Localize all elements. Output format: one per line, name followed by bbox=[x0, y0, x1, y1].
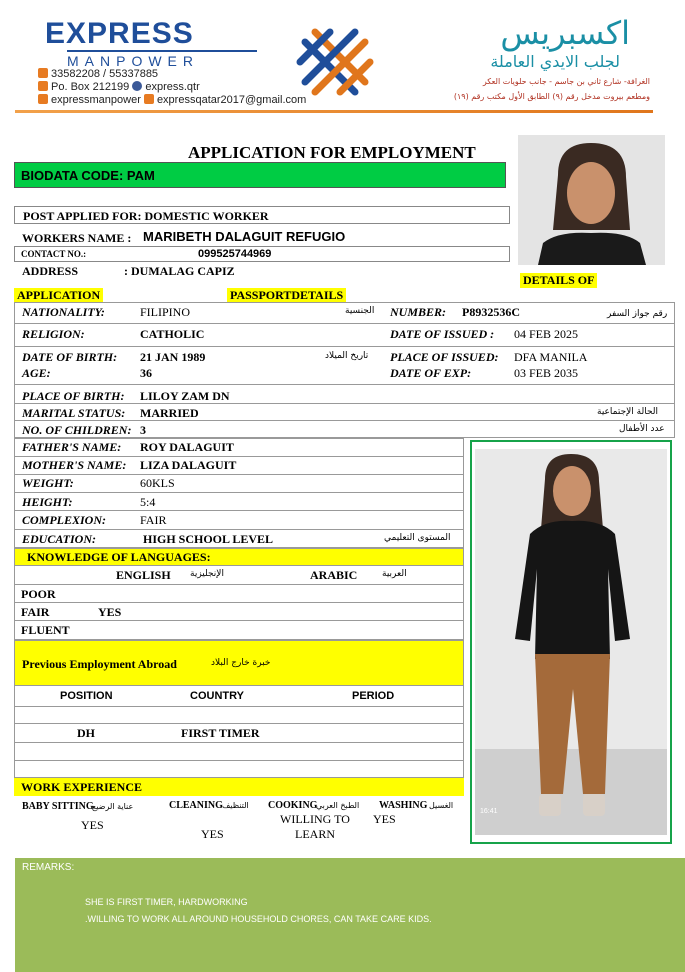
row-divider bbox=[14, 723, 464, 724]
instagram-icon bbox=[38, 94, 48, 104]
weight-value: 60KLS bbox=[140, 476, 175, 490]
row-divider bbox=[14, 584, 464, 585]
children-arabic: عدد الأطفال bbox=[619, 424, 665, 434]
col-country: COUNTRY bbox=[190, 690, 244, 702]
cleaning-label: CLEANING bbox=[169, 800, 223, 811]
row-divider bbox=[14, 620, 464, 621]
children-label: NO. OF CHILDREN: bbox=[22, 423, 132, 437]
languages-heading-bar bbox=[14, 548, 464, 566]
address-value: : DUMALAG CAPIZ bbox=[124, 264, 235, 278]
header-divider bbox=[15, 110, 653, 113]
dob-arabic: تاريخ الميلاد bbox=[325, 351, 369, 361]
pobox-line bbox=[38, 81, 200, 93]
education-arabic: المستوى التعليمي bbox=[384, 533, 451, 543]
remarks-box bbox=[15, 858, 685, 972]
washing-label: WASHING bbox=[379, 800, 428, 811]
weight-label: WEIGHT: bbox=[22, 476, 74, 490]
education-label: EDUCATION: bbox=[22, 532, 97, 546]
biodata-bar bbox=[14, 162, 506, 188]
dob-value: 21 JAN 1989 bbox=[140, 350, 206, 364]
col-period: PERIOD bbox=[352, 690, 395, 702]
photo-timestamp: 16:41 bbox=[480, 808, 498, 815]
brand-name: EXPRESS bbox=[45, 17, 194, 50]
baby-sitting-arabic: عناية الرضيع bbox=[92, 802, 134, 811]
facebook-icon bbox=[132, 81, 142, 91]
pob-value: LILOY ZAM DN bbox=[140, 389, 230, 403]
mother-value: LIZA DALAGUIT bbox=[140, 458, 237, 472]
brand-name-arabic: اكسبريس bbox=[500, 14, 630, 52]
row-divider bbox=[14, 346, 675, 347]
workers-name: MARIBETH DALAGUIT REFUGIO bbox=[143, 229, 346, 244]
address-arabic-1: الغرافة- شارع ثاني بن جاسم - جانب حلويات العكر bbox=[482, 77, 650, 86]
biodata-code: BIODATA CODE: PAM bbox=[21, 168, 155, 183]
work-experience-bar bbox=[14, 778, 464, 796]
fair-label: FAIR bbox=[21, 605, 50, 619]
fair-english-value: YES bbox=[98, 605, 122, 619]
passport-details-label: PASSPORTDETAILS bbox=[227, 288, 346, 303]
row-divider bbox=[14, 760, 464, 761]
date-issued-value: 04 FEB 2025 bbox=[514, 327, 579, 341]
arabic-label: ARABIC bbox=[310, 568, 358, 582]
nationality-arabic: الجنسية bbox=[345, 306, 375, 316]
pob-label: PLACE OF BIRTH: bbox=[22, 389, 125, 403]
employment-heading: Previous Employment Abroad bbox=[22, 657, 177, 671]
email-icon bbox=[144, 94, 154, 104]
cooking-arabic: الطبخ العربي bbox=[316, 801, 360, 810]
employment-heading-arabic: خبرة خارج البلاد bbox=[211, 658, 271, 668]
passport-number-label: NUMBER: bbox=[390, 305, 447, 319]
email-text: expressqatar2017@gmail.com bbox=[156, 94, 307, 106]
baby-sitting-label: BABY SITTING bbox=[22, 801, 94, 812]
address-label: ADDRESS bbox=[22, 264, 79, 278]
date-exp-label: DATE OF EXP: bbox=[390, 366, 472, 380]
height-value: 5:4 bbox=[140, 495, 156, 509]
arabic-arabic: العربية bbox=[382, 569, 407, 579]
baby-sitting-value: YES bbox=[81, 818, 104, 832]
row-divider bbox=[14, 706, 464, 707]
address-arabic-2: ومطعم بيروت مدخل رقم (٩) الطابق الأول مكتب رقم (١٩) bbox=[453, 92, 650, 101]
religion-value: CATHOLIC bbox=[140, 327, 205, 341]
phone-icon bbox=[38, 68, 48, 78]
cleaning-arabic: التنظيف bbox=[222, 801, 249, 810]
row-divider bbox=[14, 529, 464, 530]
nationality-value: FILIPINO bbox=[140, 305, 190, 319]
height-label: HEIGHT: bbox=[22, 495, 73, 509]
marital-label: MARITAL STATUS: bbox=[22, 406, 126, 420]
employment-country: FIRST TIMER bbox=[181, 726, 260, 740]
father-label: FATHER'S NAME: bbox=[22, 440, 122, 454]
cooking-label: COOKING bbox=[268, 800, 318, 811]
washing-value: YES bbox=[373, 812, 396, 826]
nationality-label: NATIONALITY: bbox=[22, 305, 105, 319]
education-value: HIGH SCHOOL LEVEL bbox=[143, 532, 274, 546]
washing-arabic: الغسيل bbox=[429, 801, 454, 810]
portrait-image bbox=[518, 135, 665, 265]
brand-subtitle: MANPOWER bbox=[67, 50, 257, 69]
languages-heading: KNOWLEDGE OF LANGUAGES: bbox=[27, 550, 211, 564]
application-label: APPLICATION bbox=[14, 288, 103, 303]
social-line bbox=[38, 94, 306, 106]
instagram-text: expressmanpower bbox=[51, 94, 141, 106]
religion-label: RELIGION: bbox=[22, 327, 85, 341]
workers-name-label: WORKERS NAME : bbox=[22, 231, 132, 245]
contact-value: 099525744969 bbox=[198, 248, 272, 260]
row-divider bbox=[14, 456, 464, 457]
express-logo bbox=[45, 18, 295, 69]
children-value: 3 bbox=[140, 423, 146, 437]
contact-row bbox=[14, 246, 510, 262]
father-value: ROY DALAGUIT bbox=[140, 440, 234, 454]
dob-label: DATE OF BIRTH: bbox=[22, 350, 118, 364]
row-divider bbox=[14, 602, 464, 603]
contact-label: CONTACT NO.: bbox=[21, 249, 87, 259]
marital-value: MARRIED bbox=[140, 406, 199, 420]
knot-logo-icon bbox=[295, 22, 375, 102]
row-divider bbox=[14, 492, 464, 493]
english-label: ENGLISH bbox=[116, 568, 171, 582]
post-applied: POST APPLIED FOR: DOMESTIC WORKER bbox=[23, 209, 269, 223]
remarks-line1: SHE IS FIRST TIMER, HARDWORKING bbox=[85, 897, 248, 907]
mailbox-icon bbox=[38, 81, 48, 91]
english-arabic: الإنجليزية bbox=[190, 569, 224, 579]
row-divider bbox=[14, 323, 675, 324]
row-divider bbox=[14, 510, 464, 511]
employment-heading-bar bbox=[14, 640, 464, 686]
poor-label: POOR bbox=[21, 587, 56, 601]
phone-line bbox=[38, 68, 158, 80]
mother-label: MOTHER'S NAME: bbox=[22, 458, 127, 472]
pobox-text: Po. Box 212199 bbox=[51, 81, 130, 93]
row-divider bbox=[14, 742, 464, 743]
employment-position: DH bbox=[77, 726, 95, 740]
remarks-line2: .WILLING TO WORK ALL AROUND HOUSEHOLD CHORES, CAN TAKE CARE KIDS. bbox=[85, 914, 432, 924]
place-issued-label: PLACE OF ISSUED: bbox=[390, 350, 499, 364]
complexion-label: COMPLEXION: bbox=[22, 513, 107, 527]
date-exp-value: 03 FEB 2035 bbox=[514, 366, 579, 380]
date-issued-label: DATE OF ISSUED : bbox=[390, 327, 495, 341]
work-experience-heading: WORK EXPERIENCE bbox=[21, 780, 143, 794]
passport-number: P8932536C bbox=[462, 305, 520, 319]
phone-text: 33582208 / 55337885 bbox=[51, 68, 159, 80]
form-title: APPLICATION FOR EMPLOYMENT bbox=[188, 143, 476, 162]
facebook-text: express.qtr bbox=[145, 81, 200, 93]
cleaning-value: YES bbox=[201, 827, 224, 841]
age-label: AGE: bbox=[22, 366, 51, 380]
details-of-label: DETAILS OF bbox=[520, 273, 597, 288]
complexion-value: FAIR bbox=[140, 513, 167, 527]
age-value: 36 bbox=[140, 366, 152, 380]
col-position: POSITION bbox=[60, 690, 113, 702]
fluent-label: FLUENT bbox=[21, 623, 70, 637]
row-divider bbox=[14, 384, 675, 385]
applicant-portrait bbox=[518, 135, 665, 265]
brand-subtitle-arabic: لجلب الايدي العاملة bbox=[490, 52, 620, 71]
marital-arabic: الحالة الإجتماعية bbox=[597, 407, 658, 417]
post-applied-row bbox=[14, 206, 510, 224]
remarks-label: REMARKS: bbox=[22, 862, 75, 873]
full-body-photo-frame bbox=[470, 440, 672, 844]
full-body-photo bbox=[475, 449, 667, 835]
place-issued-value: DFA MANILA bbox=[514, 350, 588, 364]
passport-arabic: رقم جواز السفر bbox=[607, 309, 668, 319]
full-body-image bbox=[475, 449, 667, 835]
cooking-value-line2: LEARN bbox=[295, 827, 335, 841]
cooking-value-line1: WILLING TO bbox=[280, 812, 350, 826]
row-divider bbox=[14, 474, 464, 475]
